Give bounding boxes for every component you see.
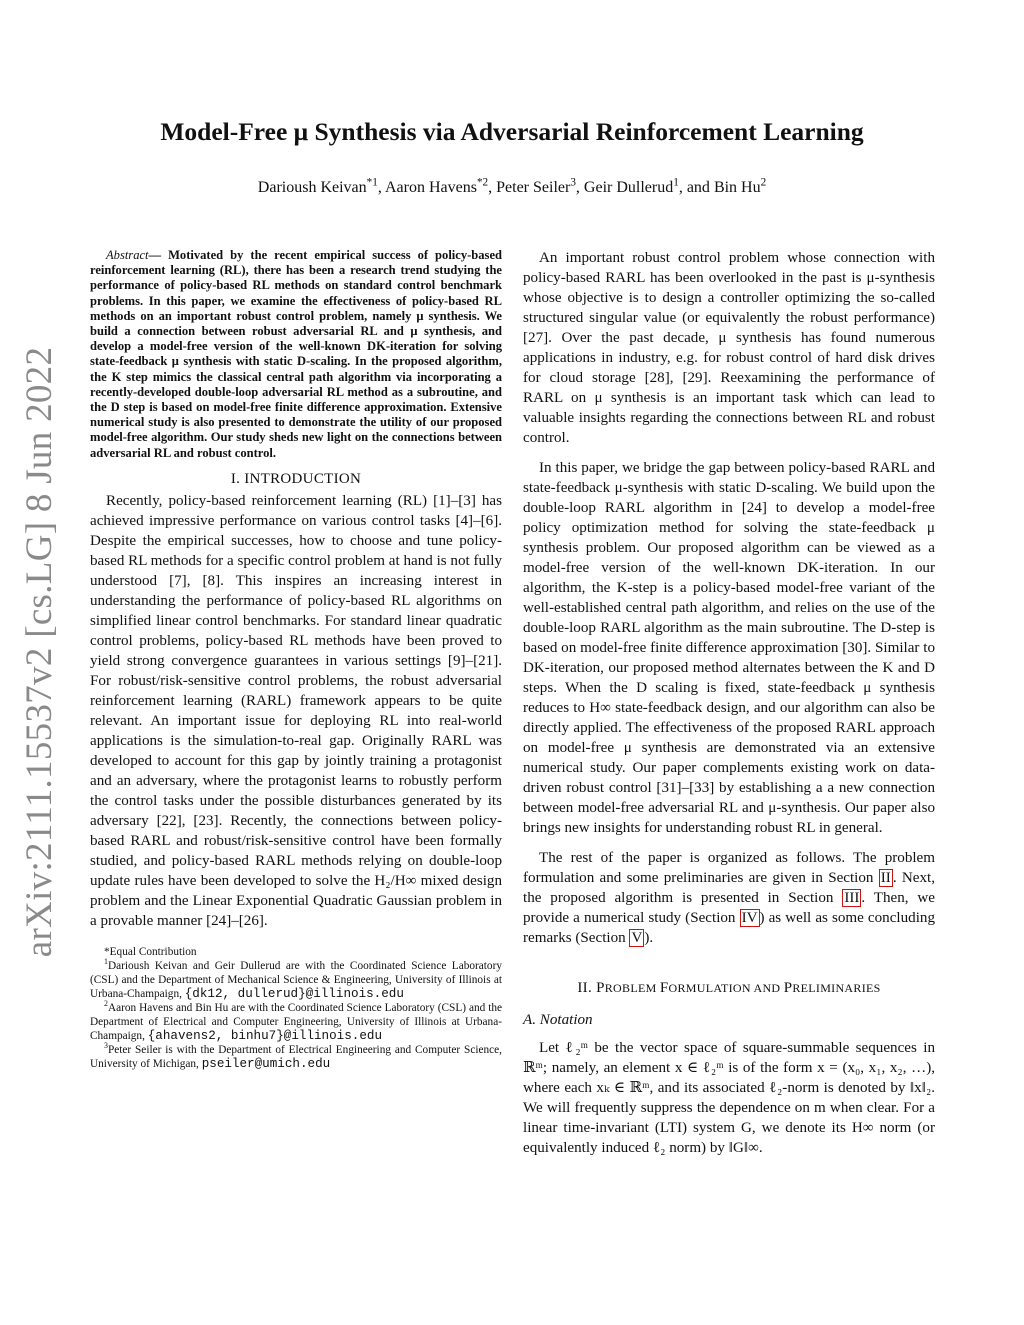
author-name: Bin Hu bbox=[713, 179, 761, 196]
footnotes bbox=[90, 945, 502, 1071]
text-run: . Then, we provide a numerical study (Section bbox=[523, 890, 935, 926]
section-link-iii[interactable]: III bbox=[844, 890, 860, 906]
footnote-2 bbox=[90, 1001, 502, 1043]
footnote-3 bbox=[90, 1043, 502, 1071]
notation-paragraph: Let ℓ₂ᵐ be the vector space of square-summable sequences in ℝᵐ; namely, an element x ∈ ℓ₂ᵐ is of the form x = (x₀, x₁, x₂, …), where each xₖ ∈ ℝᵐ, and its associated ℓ₂-norm is denoted by ‖x‖₂. We will frequently suppress the dependence on m when clear. For a linear time-invariant (LTI) system G, we denote its H∞ norm (or equivalently induced ℓ₂ norm) by ‖G‖∞. bbox=[523, 1040, 935, 1156]
heading-cap: F bbox=[659, 980, 669, 996]
footnote-text: Aaron Havens and Bin Hu are with the Coordinated Science Laboratory (CSL) and the Department of Electrical and Computer Engineering, University of Illinois at Urbana-Champaign, bbox=[90, 1001, 502, 1042]
footnote-mark: 3 bbox=[104, 1041, 108, 1051]
section-heading-introduction: I. INTRODUCTION bbox=[230, 470, 362, 487]
text-run: The rest of the paper is organized as follows. The problem formulation and some preliminaries are given in Section bbox=[523, 850, 935, 886]
author-mark: 3 bbox=[570, 176, 576, 189]
author-name: Geir Dullerud bbox=[583, 179, 674, 196]
left-column bbox=[90, 248, 502, 1071]
section-link-v[interactable]: V bbox=[631, 930, 643, 946]
heading-cap: P bbox=[783, 980, 793, 996]
text-run: ) as well as some concluding remarks (Section bbox=[523, 910, 935, 946]
author-name: Aaron Havens bbox=[384, 179, 477, 196]
section-link-ii[interactable]: II bbox=[880, 870, 891, 886]
heading-smallcaps: RELIMINARIES bbox=[792, 981, 881, 995]
footnote-equal: *Equal Contribution bbox=[104, 945, 197, 958]
heading-smallcaps: ORMULATION AND bbox=[668, 981, 784, 995]
footnote-email[interactable]: pseiler@umich.edu bbox=[201, 1056, 331, 1071]
footnote-text: Peter Seiler is with the Department of Electrical Engineering and Computer Science, University of Michigan, bbox=[90, 1043, 502, 1070]
text-run: ). bbox=[644, 930, 654, 946]
abstract-text: Motivated by the recent empirical success of policy-based reinforcement learning (RL), there has been a research trend studying the performance of policy-based RL methods on standard control benchmark problems. In this paper, we examine the effectiveness of policy-based RL methods on an important robust control problem, namely μ synthesis. We build a connection between robust adversarial RL and μ synthesis, and develop a model-free version of the well-known DK-iteration for solving state-feedback μ synthesis with static D-scaling. In the proposed algorithm, the K step mimics the classical central path algorithm via incorporating a recently-developed double-loop adversarial RL method as a subroutine, and the D step is based on model-free finite difference approximation. Extensive numerical study is also presented to demonstrate the utility of our proposed model-free algorithm. Our study sheds new light on the connections between adversarial RL and robust control. bbox=[90, 248, 502, 460]
author-name: Peter Seiler bbox=[496, 179, 571, 196]
footnote-email[interactable]: {dk12, dullerud}@illinois.edu bbox=[184, 986, 404, 1001]
paper-title: Model-Free μ Synthesis via Adversarial Reinforcement Learning bbox=[160, 117, 864, 146]
section-link-iv[interactable]: IV bbox=[741, 910, 758, 926]
arxiv-stamp: arXiv:2111.15537v2 [cs.LG] 8 Jun 2022 bbox=[19, 346, 60, 958]
author-mark: 2 bbox=[760, 176, 767, 189]
heading-smallcaps: ROBLEM bbox=[604, 981, 660, 995]
footnote-text: Darioush Keivan and Geir Dullerud are with the Coordinated Science Laboratory (CSL) and the Department of Mechanical Science & Engineering, University of Illinois at Urbana-Champaign, bbox=[90, 959, 502, 1000]
author-list: Darioush Keivan$^{*1}$, Aaron Havens$^{*2}$, Peter Seiler$^3$, Geir Dullerud$^1$, and Bin Hu$^2$ bbox=[257, 176, 767, 196]
author-mark: 1 bbox=[673, 176, 679, 189]
body-paragraph: In this paper, we bridge the gap between policy-based RARL and state-feedback μ-synthesis with static D-scaling. We build upon the double-loop RARL algorithm in [24] to develop a model-free policy optimization method for solving the state-feedback μ synthesis problem. Our proposed algorithm can be viewed as a model-free version of the well-known DK-iteration. In our algorithm, the K-step is a policy-based model-free variant of the well-established central path algorithm, and relies on the use of the double-loop RARL algorithm as the main subroutine. The D-step is based on model-free finite difference approximation [30]. Similar to DK-iteration, our proposed method alternates between the K and D steps. When the D scaling is fixed, state-feedback μ synthesis reduces to H∞ state-feedback design, and our algorithm can also be directly applied. The effectiveness of the proposed RARL approach on model-free μ synthesis are demonstrated via an extensive numerical study. Our paper complements existing work on data-driven robust control [31]–[33] by establishing a a new connection between model-free adversarial RL and μ-synthesis. Our paper also brings new insights for understanding robust RL in general. bbox=[523, 460, 935, 836]
right-column bbox=[523, 248, 935, 1158]
subsection-heading-notation: A. Notation bbox=[523, 1012, 593, 1028]
author-mark: *2 bbox=[476, 176, 489, 189]
outline-paragraph bbox=[523, 848, 935, 948]
abstract-label: Abstract bbox=[106, 248, 149, 262]
section-heading-problem-formulation bbox=[523, 978, 935, 998]
heading-cap: P bbox=[596, 980, 605, 996]
footnote-mark: 2 bbox=[104, 999, 108, 1009]
abstract: Abstract— Motivated by the recent empirical success of policy-based reinforcement learning (RL), there has been a research trend studying the performance of policy-based RL methods on standard control benchmark problems. In this paper, we examine the effectiveness of policy-based RL methods on an important robust control problem, namely μ synthesis. We build a connection between robust adversarial RL and μ synthesis, and develop a model-free version of the well-known DK-iteration for solving state-feedback μ synthesis with static D-scaling. In the proposed algorithm, the K step mimics the classical central path algorithm via incorporating a recently-developed double-loop adversarial RL method as a subroutine, and the D step is based on model-free finite difference approximation. Extensive numerical study is also presented to demonstrate the utility of our proposed model-free algorithm. Our study sheds new light on the connections between adversarial RL and robust control. bbox=[90, 248, 502, 460]
section-number: II. bbox=[577, 980, 597, 996]
body-paragraph: An important robust control problem whose connection with policy-based RARL has been overlooked in the past is μ-synthesis whose objective is to design a controller optimizing the so-called structured singular value (or equivalently the robust performance) [27]. Over the past decade, μ synthesis has found numerous applications in industry, e.g. for robust control of hard disk drives for cloud storage [28], [29]. Reexamining the performance of RARL on μ synthesis is an important task which can lead to valuable insights regarding the connections between RL and robust control. bbox=[523, 250, 935, 446]
footnote-mark: 1 bbox=[104, 957, 108, 967]
author-name: Darioush Keivan bbox=[257, 179, 367, 196]
intro-paragraph: Recently, policy-based reinforcement learning (RL) [1]–[3] has achieved impressive performance on various control tasks [4]–[6]. Despite the empirical successes, how to choose and tune policy-based RL methods for a specific control problem at hand is not fully understood [7], [8]. This inspires an increasing interest in understanding the performance of policy-based RL algorithms on simplified linear control benchmarks. For standard linear quadratic control problems, policy-based RL methods have been proved to yield strong convergence guarantees in various settings [9]–[21]. For robust/risk-sensitive control problems, the robust adversarial reinforcement learning (RARL) framework appears to be quite relevant. An important issue for deploying RL into real-world applications is the simulation-to-real gap. Originally RARL was developed to account for this gap by jointly training a protagonist and an adversary, where the protagonist learns to robustly perform the control tasks under the possible disturbances generated by its adversary [22], [23]. Recently, the connections between policy-based RARL and robust/risk-sensitive control have been formally studied, and policy-based RARL methods relying on double-loop update rules have been developed to solve the H₂/H∞ mixed design problem and the Linear Exponential Quadratic Gaussian problem in a provable manner [24]–[26]. bbox=[90, 492, 502, 929]
footnote-1 bbox=[90, 959, 502, 1001]
author-mark: *1 bbox=[366, 176, 378, 189]
footnote-email[interactable]: {ahavens2, binhu7}@illinois.edu bbox=[147, 1028, 383, 1043]
text-run: . Next, the proposed algorithm is presented in Section bbox=[523, 870, 935, 906]
